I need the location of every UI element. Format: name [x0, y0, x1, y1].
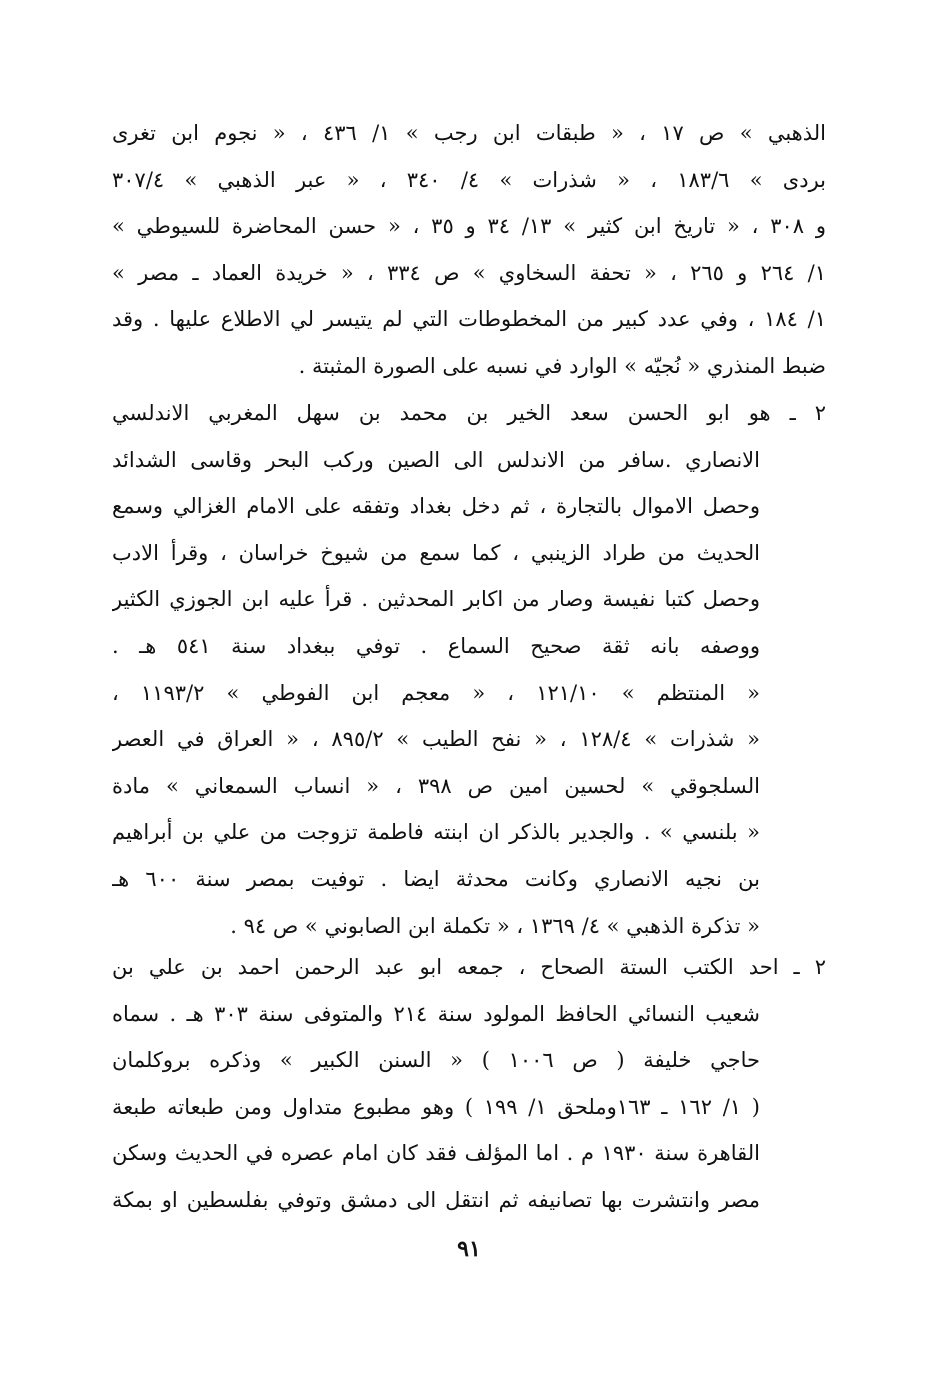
- text-line: وحصل كتبا نفيسة وصار من اكابر المحدثين . قرأ عليه ابن الجوزي الكثير: [112, 587, 760, 612]
- text-line: حاجي خليفة ( ص ١٠٠٦ ) « السنن الكبير » وذكره بروكلمان: [112, 1048, 760, 1073]
- text-line: الانصاري .سافر من الاندلس الى الصين وركب البحر وقاسى الشدائد: [112, 447, 760, 472]
- text-line: بردى » ١٨٣/٦ ، « شذرات » ٤/ ٣٤٠ ، « عبر الذهبي » ٣٠٧/٤: [112, 167, 826, 192]
- text-line: السلجوقي » لحسين امين ص ٣٩٨ ، « انساب السمعاني » مادة: [112, 773, 761, 798]
- text-line: ووصفه بانه ثقة صحيح السماع . توفي ببغداد سنة ٥٤١ هـ .: [112, 633, 760, 658]
- text-line: الحديث من طراد الزينبي ، كما سمع من شيوخ خراسان ، وقرأ الادب: [112, 540, 760, 565]
- footnote-2-first: [112, 390, 826, 949]
- text-line: ٢ ـ احد الكتب الستة الصحاح ، جمعه ابو عبد الرحمن احمد بن علي بن: [112, 955, 826, 979]
- text-line: القاهرة سنة ١٩٣٠ م . اما المؤلف فقد كان امام عصره في الحديث وسكن: [112, 1141, 760, 1166]
- page-number: ٩١: [457, 1236, 481, 1262]
- text-line: « شذرات » ١٢٨/٤ ، « نفح الطيب » ٨٩٥/٢ ، « العراق في العصر: [112, 727, 760, 752]
- footnote-2-second: [112, 944, 826, 1224]
- text-line: ( ١/ ١٦٢ ـ ١٦٣وملحق ١/ ١٩٩ ) وهو مطبوع متداول ومن طبعاته طبعة: [112, 1094, 760, 1119]
- text-line: بن نجيه الانصاري وكانت محدثة ايضا . توفيت بمصر سنة ٦٠٠ هـ: [112, 866, 761, 891]
- text-line: شعيب النسائي الحافظ المولود سنة ٢١٤ والمتوفى سنة ٣٠٣ هـ . سماه: [112, 1001, 760, 1026]
- text-line: « بلنسي » . والجدير بالذكر ان ابنته فاطمة تزوجت من علي بن أبراهيم: [112, 820, 760, 845]
- text-line: ١/ ٢٦٤ و ٢٦٥ ، « تحفة السخاوي » ص ٣٣٤ ، « خريدة العماد ـ مصر »: [112, 260, 826, 285]
- continuation-paragraph: [112, 110, 826, 390]
- text-line: « تذكرة الذهبي » ٤/ ١٣٦٩ ، « تكملة ابن الصابوني » ص ٩٤ .: [230, 913, 760, 938]
- text-line: وحصل الاموال بالتجارة ، ثم دخل بغداد وتفقه على الامام الغزالي وسمع: [112, 494, 760, 519]
- text-line: الذهبي » ص ١٧ ، « طبقات ابن رجب » ١/ ٤٣٦ ، « نجوم ابن تغرى: [112, 121, 826, 145]
- text-line: ٢ ـ هو ابو الحسن سعد الخير بن محمد بن سهل المغربي الاندلسي: [112, 401, 826, 425]
- text-line: ١/ ١٨٤ ، وفي عدد كبير من المخطوطات التي لم يتيسر لي الاطلاع عليها . وقد: [112, 307, 826, 332]
- text-line: « المنتظم » ١٢١/١٠ ، « معجم ابن الفوطي » ١١٩٣/٢ ،: [112, 680, 760, 705]
- text-line: ضبط المنذري « نُجيّه » الوارد في نسبه على الصورة المثبتة .: [298, 353, 826, 378]
- text-line: مصر وانتشرت بها تصانيفه ثم انتقل الى دمشق وتوفي بفلسطين او بمكة: [112, 1187, 760, 1212]
- text-line: و ٣٠٨ ، « تاريخ ابن كثير » ١٣/ ٣٤ و ٣٥ ، « حسن المحاضرة للسيوطي »: [112, 214, 826, 239]
